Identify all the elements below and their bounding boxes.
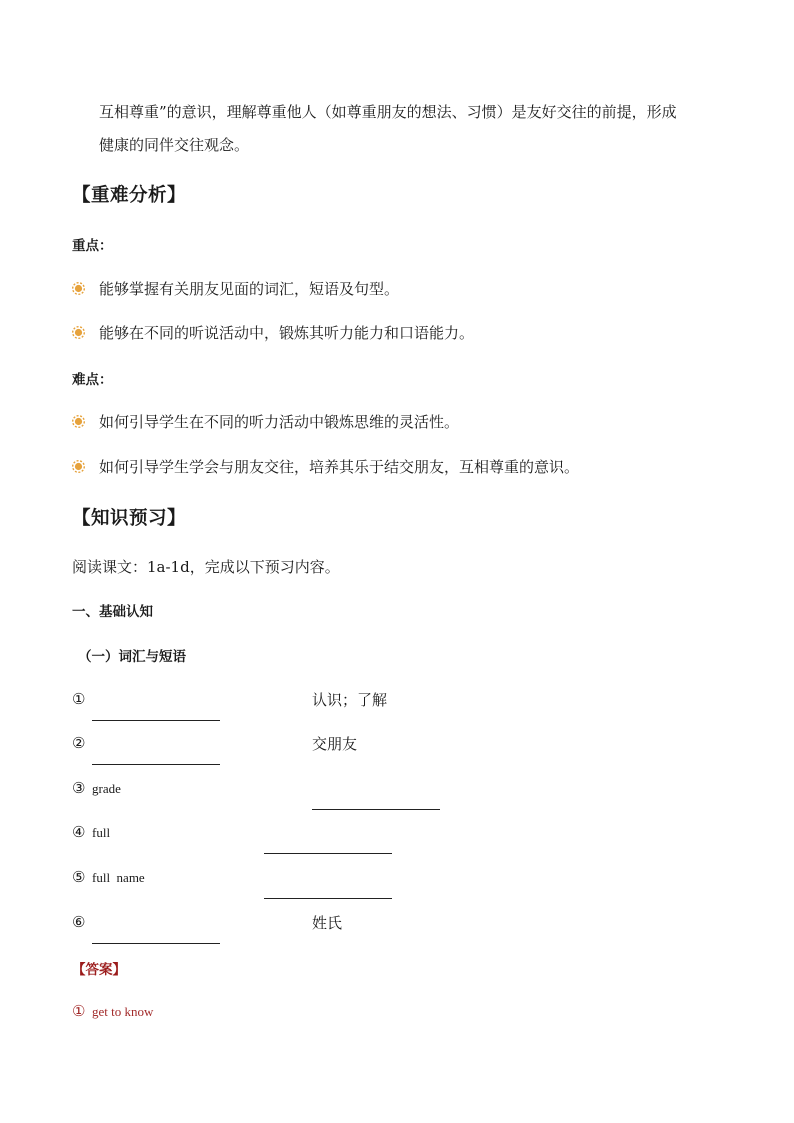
- key-point-item: [72, 322, 474, 343]
- vocab-meaning: 认识；了解: [312, 691, 388, 709]
- hard-point-item: [72, 456, 579, 477]
- vocab-word: grade: [92, 781, 121, 796]
- section-title-difficulty: 【重难分析】: [72, 185, 187, 206]
- key-point-text: 能够在不同的听说活动中，锻炼其听力能力和口语能力。: [99, 324, 475, 342]
- hard-point-item: [72, 411, 459, 432]
- vocab-number: ⑤: [72, 868, 86, 886]
- hard-points-label: 难点：: [72, 372, 113, 388]
- vocab-number: ①: [72, 690, 86, 708]
- answer-blank[interactable]: [92, 750, 220, 769]
- sun-bullet-icon: [72, 415, 85, 428]
- answer-blank[interactable]: [264, 884, 392, 903]
- intro-line-2: 健康的同伴交往观念。: [99, 136, 250, 154]
- sun-bullet-icon: [72, 282, 85, 295]
- vocab-word: full: [92, 825, 111, 840]
- vocab-word: full name: [92, 870, 145, 885]
- sun-bullet-icon: [72, 460, 85, 473]
- intro-line-1: 互相尊重”的意识，理解尊重他人（如尊重朋友的想法、习惯）是友好交往的前提，形成: [99, 103, 677, 121]
- answer-number: ①: [72, 1002, 86, 1020]
- part-title: 一、基础认知: [72, 604, 153, 620]
- preview-instruction: 阅读课文：1a-1d，完成以下预习内容。: [72, 558, 340, 576]
- vocab-number: ④: [72, 823, 86, 841]
- hard-point-text: 如何引导学生学会与朋友交往，培养其乐于结交朋友，互相尊重的意识。: [99, 458, 580, 476]
- answer-blank[interactable]: [264, 839, 392, 858]
- vocab-number: ③: [72, 779, 86, 797]
- vocab-meaning: 交朋友: [312, 735, 358, 753]
- section-title-preview: 【知识预习】: [72, 508, 187, 529]
- vocab-number: ⑥: [72, 913, 86, 931]
- key-point-text: 能够掌握有关朋友见面的词汇，短语及句型。: [99, 280, 400, 298]
- answer-blank[interactable]: [92, 929, 220, 948]
- vocab-meaning: 姓氏: [312, 914, 343, 932]
- vocab-number: ②: [72, 734, 86, 752]
- hard-point-text: 如何引导学生在不同的听力活动中锻炼思维的灵活性。: [99, 413, 460, 431]
- answer-text: get to know: [92, 1004, 154, 1019]
- answer-blank[interactable]: [312, 795, 440, 814]
- answer-label: 【答案】: [72, 962, 126, 978]
- answer-blank[interactable]: [92, 706, 220, 725]
- key-points-label: 重点：: [72, 238, 113, 254]
- key-point-item: [72, 278, 399, 299]
- sun-bullet-icon: [72, 326, 85, 339]
- subsection-title: （一）词汇与短语: [78, 649, 186, 665]
